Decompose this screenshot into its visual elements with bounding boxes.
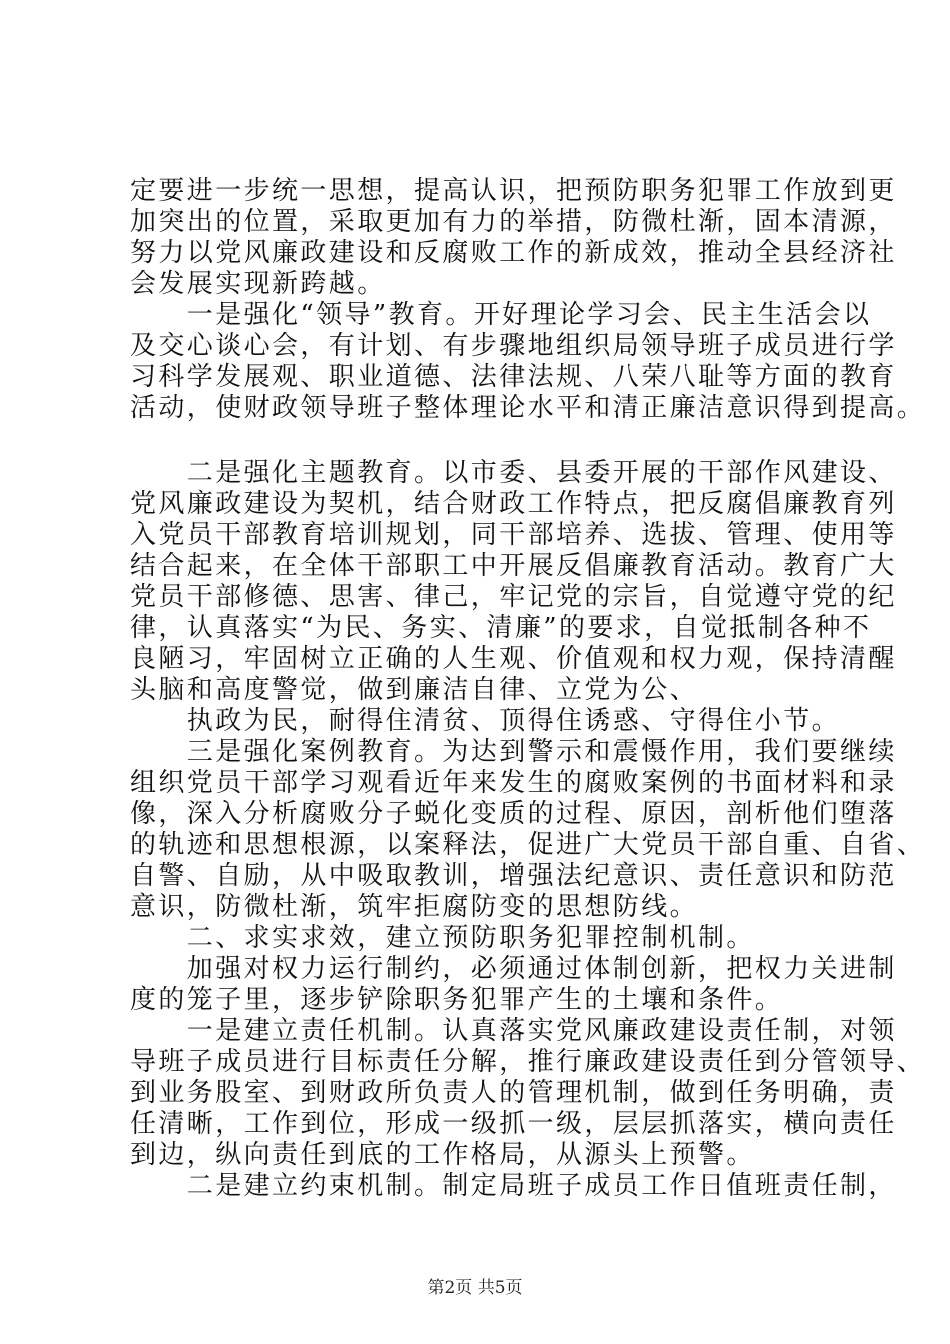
text-line: 的轨迹和思想根源，以案释法，促进广大党员干部自重、自省、 (130, 830, 926, 860)
text-line: 入党员干部教育培训规划，同干部培养、选拔、管理、使用等 (130, 520, 897, 550)
text-line: 度的笼子里，逐步铲除职务犯罪产生的土壤和条件。 (130, 985, 784, 1015)
text-line: 组织党员干部学习观看近年来发生的腐败案例的书面材料和录 (130, 768, 897, 798)
text-line: 一是建立责任机制。认真落实党风廉政建设责任制，对领 (130, 1016, 897, 1046)
text-line: 会发展实现新跨越。 (130, 269, 386, 299)
page-number-footer: 第2页 共5页 (427, 1278, 523, 1298)
text-line: 党员干部修德、思害、律己，牢记党的宗旨，自觉遵守党的纪 (130, 582, 897, 612)
text-line: 律，认真落实“为民、务实、清廉”的要求，自觉抵制各种不 (130, 613, 872, 643)
text-line: 到边，纵向责任到底的工作格局，从源头上预警。 (130, 1140, 755, 1170)
text-line: 导班子成员进行目标责任分解，推行廉政建设责任到分管领导、 (130, 1047, 926, 1077)
text-line: 头脑和高度警觉，做到廉洁自律、立党为公、 (130, 675, 699, 705)
text-line: 二、求实求效，建立预防职务犯罪控制机制。 (130, 923, 755, 953)
text-line: 一是强化“领导”教育。开好理论学习会、民主生活会以 (130, 300, 872, 330)
text-line: 任清晰，工作到位，形成一级抓一级，层层抓落实，横向责任 (130, 1109, 897, 1139)
text-line: 三是强化案例教育。为达到警示和震慑作用，我们要继续 (130, 737, 897, 767)
text-line: 到业务股室、到财政所负责人的管理机制，做到任务明确，责 (130, 1078, 897, 1108)
text-line: 活动，使财政领导班子整体理论水平和清正廉洁意识得到提高。 (130, 393, 926, 423)
text-line: 二是建立约束机制。制定局班子成员工作日值班责任制， (130, 1171, 897, 1201)
text-line: 党风廉政建设为契机，结合财政工作特点，把反腐倡廉教育列 (130, 489, 897, 519)
text-line: 二是强化主题教育。以市委、县委开展的干部作风建设、 (130, 458, 897, 488)
text-line: 习科学发展观、职业道德、法律法规、八荣八耻等方面的教育 (130, 362, 897, 392)
text-line: 加突出的位置，采取更加有力的举措，防微杜渐，固本清源， (130, 207, 897, 237)
text-line: 像，深入分析腐败分子蜕化变质的过程、原因，剖析他们堕落 (130, 799, 897, 829)
text-line: 及交心谈心会，有计划、有步骤地组织局领导班子成员进行学 (130, 331, 897, 361)
text-line: 结合起来，在全体干部职工中开展反倡廉教育活动。教育广大 (130, 551, 897, 581)
text-line: 良陋习，牢固树立正确的人生观、价值观和权力观，保持清醒 (130, 644, 897, 674)
text-line: 加强对权力运行制约，必须通过体制创新，把权力关进制 (130, 954, 897, 984)
text-line: 定要进一步统一思想，提高认识，把预防职务犯罪工作放到更 (130, 176, 897, 206)
text-line: 执政为民，耐得住清贫、顶得住诱惑、守得住小节。 (130, 706, 841, 736)
text-line: 自警、自励，从中吸取教训，增强法纪意识、责任意识和防范 (130, 861, 897, 891)
text-line: 努力以党风廉政建设和反腐败工作的新成效，推动全县经济社 (130, 238, 897, 268)
text-line: 意识，防微杜渐，筑牢拒腐防变的思想防线。 (130, 892, 699, 922)
